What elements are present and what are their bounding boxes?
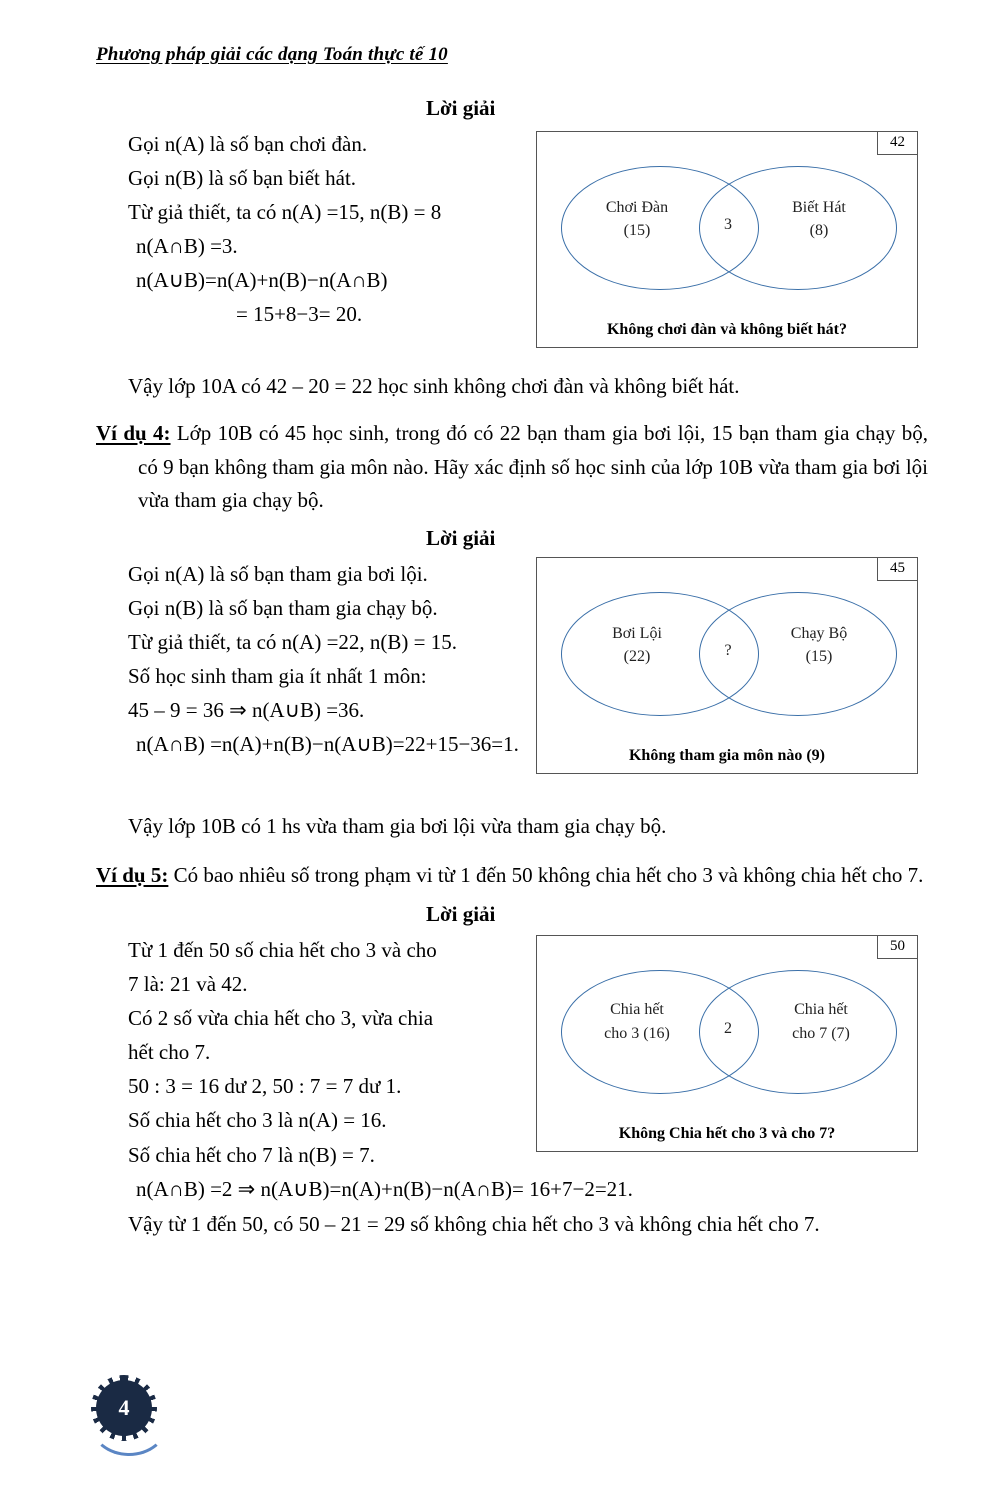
venn-right-label-1 xyxy=(759,196,879,242)
venn-left-count-2: (22) xyxy=(623,647,651,665)
venn-right-count-3: cho 7 (7) xyxy=(792,1024,850,1042)
venn-caption-2: Không tham gia môn nào (9) xyxy=(628,746,826,764)
venn-right-title-1: Biết Hát xyxy=(792,199,846,216)
solution-1-line: Gọi n(B) là số bạn biết hát. xyxy=(128,166,357,191)
solution-heading-3: Lời giải xyxy=(426,902,496,927)
solution-3-lines xyxy=(128,933,633,1205)
venn-middle-1: 3 xyxy=(724,216,732,233)
venn-shapes-3 xyxy=(537,936,917,1116)
solution-heading-1: Lời giải xyxy=(426,96,496,120)
venn-right-title-3: Chia hết xyxy=(794,1001,848,1019)
solution-2-conclusion: Vậy lớp 10B có 1 hs vừa tham gia bơi lội vừa tham gia chạy bộ. xyxy=(128,813,667,838)
solution-1-conclusion: Vậy lớp 10A có 42 – 20 = 22 học sinh không chơi đàn và không biết hát. xyxy=(128,374,740,398)
solution-1-line: n(A∪B)=n(A)+n(B)−n(A∩B) xyxy=(136,268,388,293)
solution-2-lines xyxy=(128,557,568,761)
example-5-text: Có bao nhiêu số trong phạm vi từ 1 đến 50 không chia hết cho 3 và không chia hết cho 7. xyxy=(173,862,924,887)
venn-figure-3 xyxy=(536,935,918,1152)
venn-middle-3: 2 xyxy=(724,1020,732,1038)
venn-left-title-2: Bơi Lội xyxy=(612,624,662,642)
solution-2-line: Số học sinh tham gia ít nhất 1 môn: xyxy=(128,663,427,688)
venn-left-count-3: cho 3 (16) xyxy=(604,1024,670,1042)
venn-right-count-2: (15) xyxy=(805,647,833,665)
example-4-text: Lớp 10B có 45 học sinh, trong đó có 22 bạn tham gia bơi lội, 15 bạn tham gia chạy bộ, có 9 bạn không tham gia môn nào. Hãy xác định số học sinh của lớp 10B vừa tham gia bơi lội vừa tham gia chạy bộ. xyxy=(138,421,929,513)
solution-3-line: Số chia hết cho 7 là n(B) = 7. xyxy=(128,1142,375,1167)
venn-caption-3: Không Chia hết cho 3 và cho 7? xyxy=(618,1125,836,1143)
page-number: 4 xyxy=(118,1395,130,1420)
solution-2-line: 45 – 9 = 36 ⇒ n(A∪B) =36. xyxy=(128,697,365,722)
venn-left-label-1 xyxy=(577,196,697,242)
solution-3-line: Số chia hết cho 3 là n(A) = 16. xyxy=(128,1108,387,1133)
solution-1-line: n(A∩B) =3. xyxy=(136,234,238,259)
venn-left-label-2 xyxy=(577,622,697,668)
venn-figure-2 xyxy=(536,557,918,774)
solution-heading-2: Lời giải xyxy=(426,525,496,550)
solution-1-line: Từ giả thiết, ta có n(A) =15, n(B) = 8 xyxy=(128,200,442,225)
venn-right-label-2 xyxy=(759,622,879,668)
page-number-badge xyxy=(96,1380,158,1442)
solution-3-line: Có 2 số vừa chia hết cho 3, vừa chia xyxy=(128,1006,434,1031)
solution-block-3 xyxy=(96,933,928,1233)
solution-block-1 xyxy=(96,127,928,377)
solution-3-line: 7 là: 21 và 42. xyxy=(128,972,248,997)
solution-3-formula: n(A∩B) =2 ⇒ n(A∪B)=n(A)+n(B)−n(A∩B)= 16+7−2=21. xyxy=(136,1176,633,1201)
solution-2-line: Gọi n(B) là số bạn tham gia chạy bộ. xyxy=(128,595,438,620)
solution-1-line: = 15+8−3= 20. xyxy=(236,302,363,327)
solution-2-line: n(A∩B) =n(A)+n(B)−n(A∪B)=22+15−36=1. xyxy=(136,731,519,756)
venn-total-2: 45 xyxy=(877,557,918,581)
venn-right-label-3 xyxy=(757,998,885,1044)
solution-1-lines xyxy=(128,127,558,331)
venn-caption-1: Không chơi đàn và không biết hát? xyxy=(606,321,848,338)
venn-figure-1 xyxy=(536,131,918,348)
solution-3-line: hết cho 7. xyxy=(128,1040,211,1065)
venn-left-label-3 xyxy=(573,998,701,1044)
venn-right-title-2: Chạy Bộ xyxy=(790,624,848,642)
solution-3-line: Từ 1 đến 50 số chia hết cho 3 và cho xyxy=(128,938,437,963)
solution-3-line: 50 : 3 = 16 dư 2, 50 : 7 = 7 dư 1. xyxy=(128,1074,402,1099)
example-5 xyxy=(96,859,928,893)
solution-block-2 xyxy=(96,557,928,827)
solution-3-conclusion: Vậy từ 1 đến 50, có 50 – 21 = 29 số không chia hết cho 3 và không chia hết cho 7. xyxy=(128,1212,820,1237)
venn-left-title-3: Chia hết xyxy=(610,1001,664,1019)
venn-middle-2: ? xyxy=(724,641,732,659)
solution-2-line: Từ giả thiết, ta có n(A) =22, n(B) = 15. xyxy=(128,629,457,654)
venn-total-1: 42 xyxy=(877,131,918,155)
page-header: Phương pháp giải các dạng Toán thực tế 10 xyxy=(96,44,448,65)
solution-2-line: Gọi n(A) là số bạn tham gia bơi lội. xyxy=(128,561,428,586)
solution-1-line: Gọi n(A) là số bạn chơi đàn. xyxy=(128,132,368,156)
venn-left-title-1: Chơi Đàn xyxy=(605,199,669,216)
venn-shapes-2 xyxy=(537,558,917,738)
venn-total-3: 50 xyxy=(877,935,918,959)
venn-left-count-1: (15) xyxy=(623,222,651,240)
example-4 xyxy=(96,417,928,518)
example-4-label: Ví dụ 4: xyxy=(96,421,171,446)
venn-right-count-1: (8) xyxy=(809,222,829,240)
example-5-label: Ví dụ 5: xyxy=(96,862,169,887)
venn-shapes-1 xyxy=(537,132,917,312)
